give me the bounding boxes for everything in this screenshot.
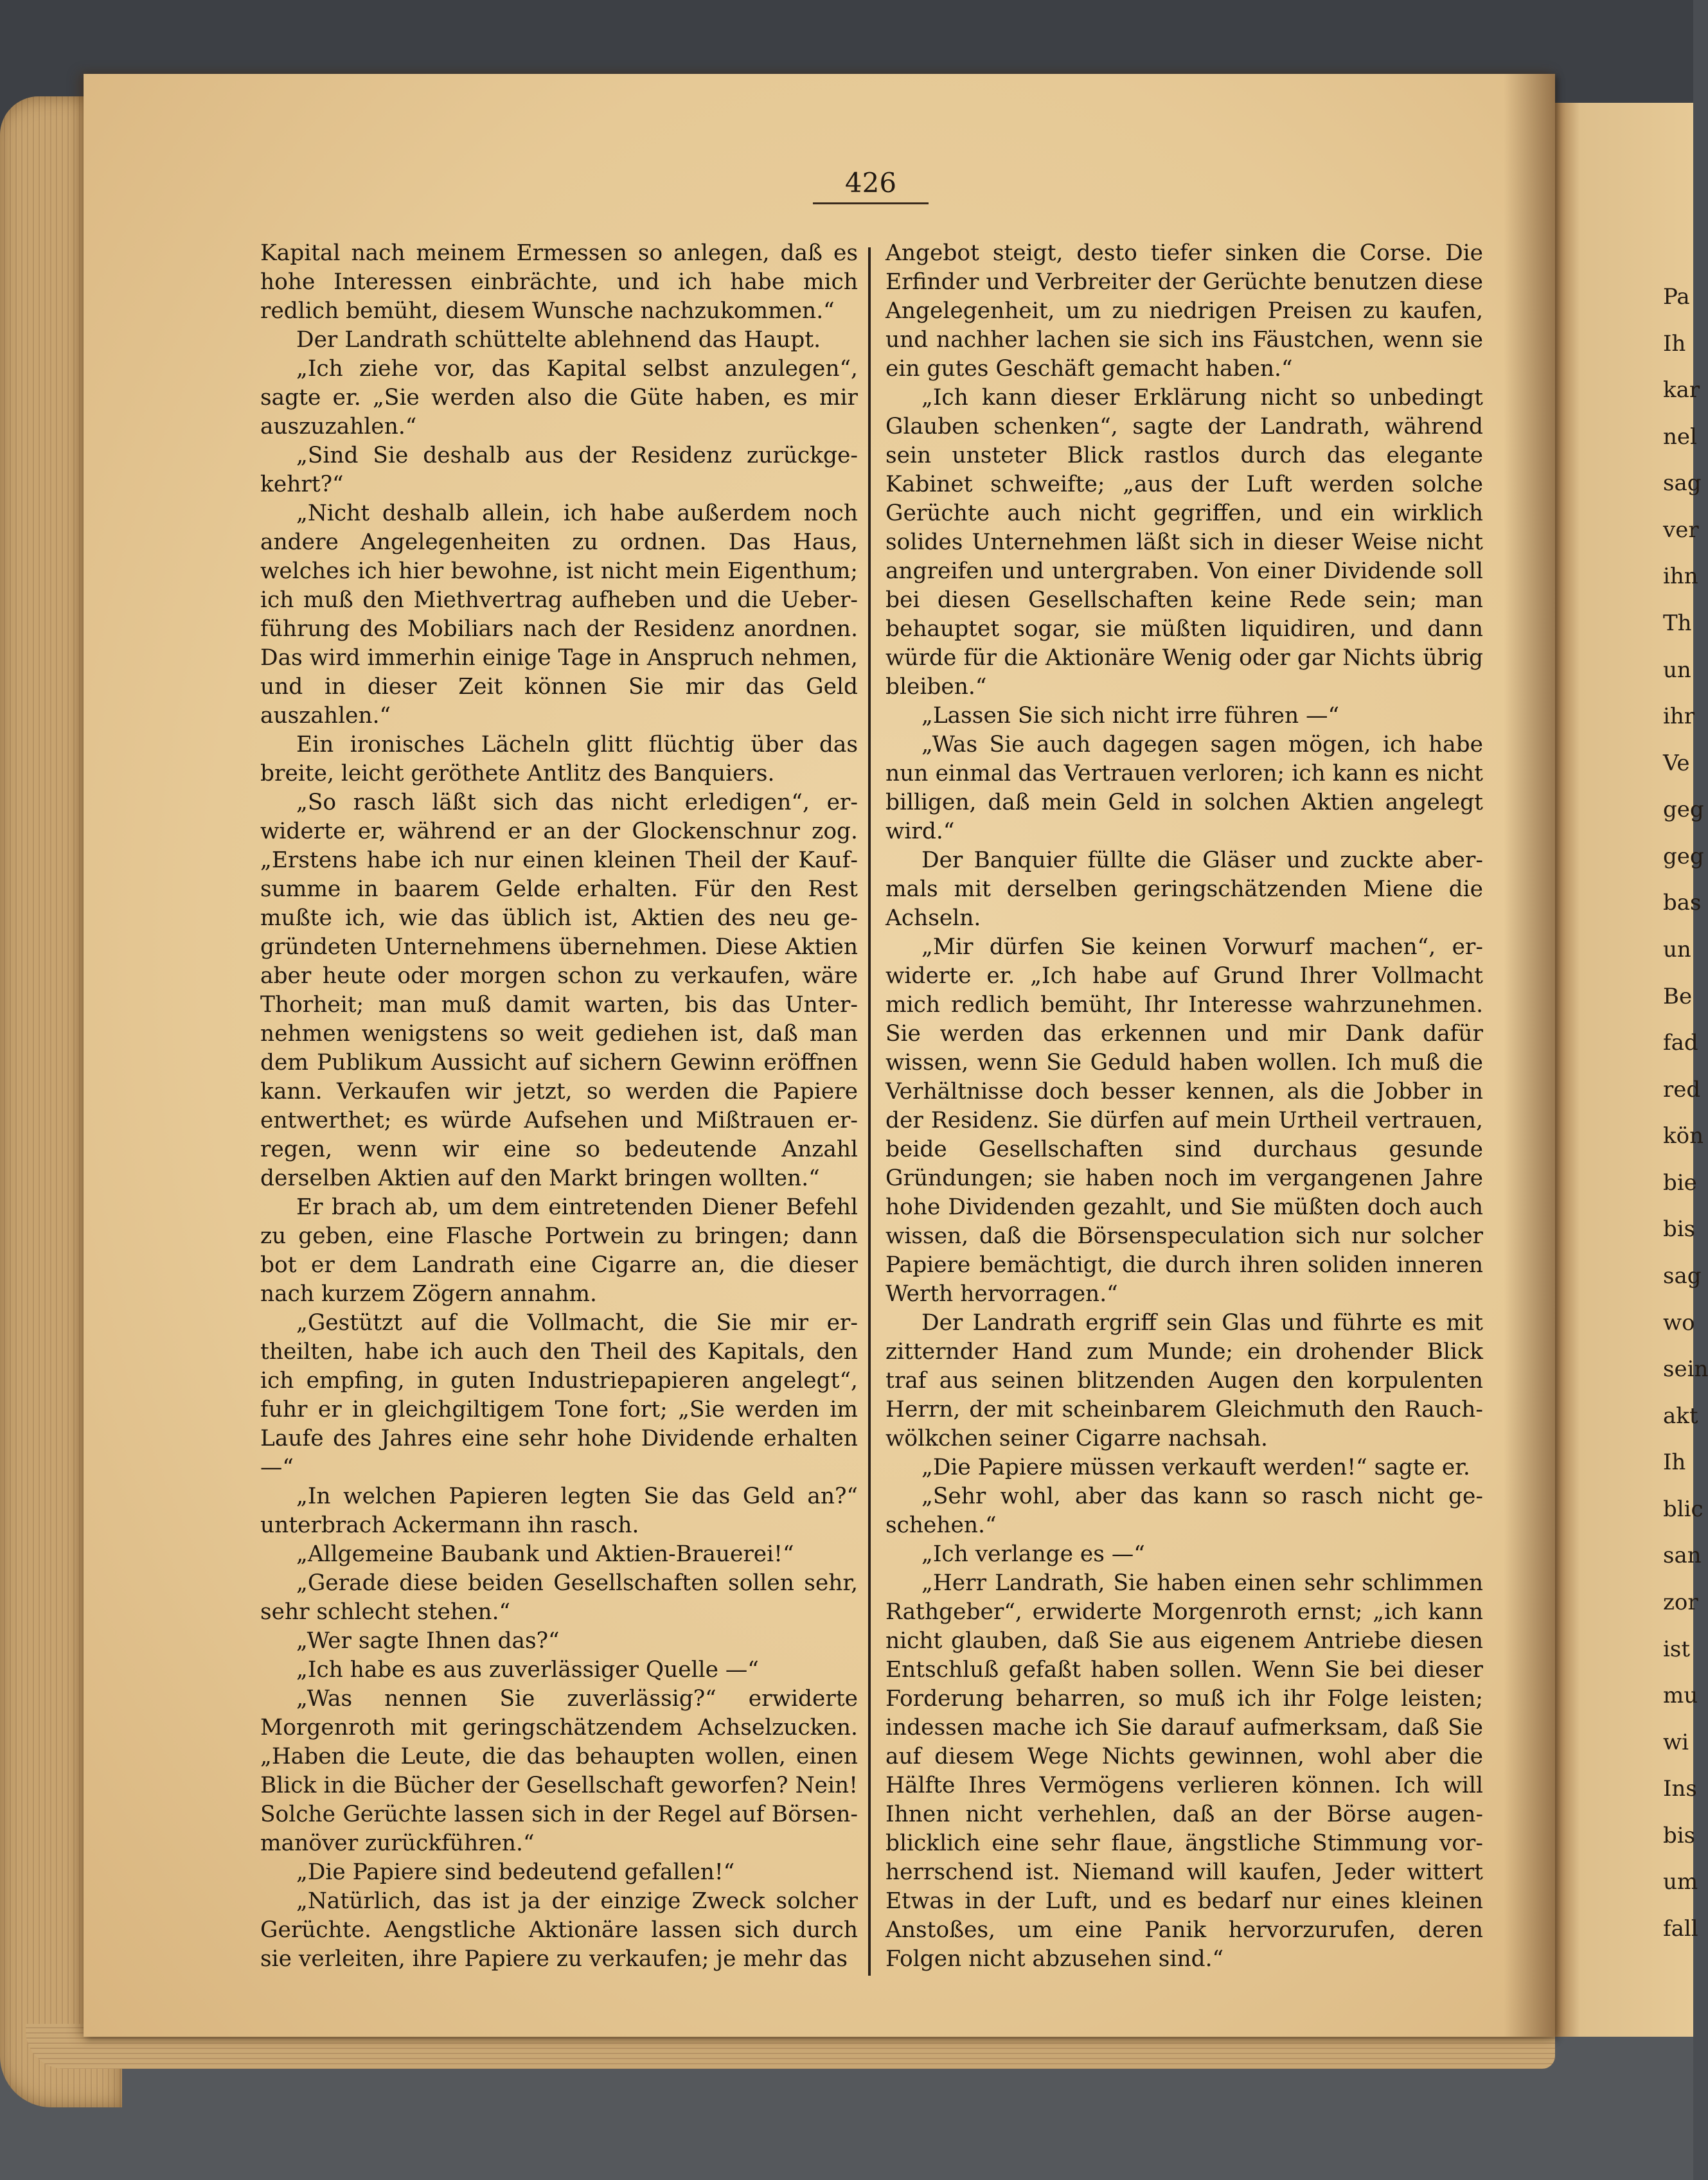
column-divider — [868, 247, 871, 1976]
facing-page-fragment: sag — [1663, 1263, 1702, 1289]
paragraph: „Die Papiere sind bedeutend gefallen!“ — [296, 1859, 735, 1885]
paragraph: „Sind Sie deshalb aus der Residenz zurückgekehrt?“ — [260, 443, 858, 497]
page-number: 426 — [844, 167, 897, 199]
paragraph: „Was nennen Sie zuverlässig?“ erwiderte Morgenroth mit geringschätzendem Achselzucken. „Haben die Leute, die das behaupten wollen, einen Blick in die Bücher der Gesellschaft geworfen? Nein! Solche Gerüchte lassen sich in der Regel auf Börsenmanöver zurückführen.“ — [260, 1686, 858, 1856]
paragraph: „Allgemeine Baubank und Aktien-Brauerei!“ — [296, 1541, 794, 1567]
facing-page-fragment: ihr — [1663, 704, 1695, 729]
paragraph: „Sehr wohl, aber das kann so rasch nicht geschehen.“ — [885, 1484, 1483, 1538]
paragraph: Der Landrath ergriff sein Glas und führte es mit zitternder Hand zum Munde; ein drohender Blick traf aus seinen blitzenden Augen den korpulenten Herrn, der mit scheinbarem Gleichmuth den Rauchwölkchen seiner Cigarre nachsah. — [885, 1310, 1483, 1451]
facing-page-fragment: bis — [1663, 1216, 1696, 1242]
paragraph: „Gerade diese beiden Gesellschaften sollen sehr, sehr schlecht stehen.“ — [260, 1570, 858, 1625]
text-column-left — [260, 239, 858, 1987]
facing-page-fragment: fad — [1663, 1030, 1698, 1056]
facing-page-fragment: san — [1663, 1543, 1702, 1568]
facing-page-fragment: fall — [1663, 1916, 1698, 1942]
paragraph: „Die Papiere müssen verkauft werden!“ sagte er. — [921, 1455, 1470, 1480]
paragraph: „So rasch läßt sich das nicht erledigen“, erwiderte er, während er an der Glockenschnur zog. „Erstens habe ich nur einen kleinen Theil der Kaufsumme in baarem Gelde erhalten. Für den Rest mußte ich, wie das üblich ist, Aktien des neu gegründeten Unternehmens übernehmen. Diese Aktien aber heute oder morgen schon zu verkaufen, wäre Thorheit; man muß damit warten, bis das Unternehmen wenigstens so weit gediehen ist, daß man dem Publikum Aussicht auf sichern Gewinn eröffnen kann. Verkaufen wir jetzt, so werden die Papiere entwerthet; es würde Aufsehen und Mißtrauen erregen, wenn wir eine so bedeutende Anzahl derselben Aktien auf den Markt bringen wollten.“ — [260, 790, 858, 1191]
facing-page-fragment: Ih — [1663, 1449, 1686, 1475]
facing-page-fragment: bas — [1663, 890, 1702, 916]
paragraph: Angebot steigt, desto tiefer sinken die Corse. Die Erfinder und Verbreiter der Gerüchte benutzen diese Angelegenheit, um zu niedrigen Preisen zu kaufen, und nachher lachen sie sich ins Fäustchen, wenn sie ein gutes Geschäft gemacht haben.“ — [885, 240, 1483, 382]
facing-page-fragment: un — [1663, 657, 1691, 683]
facing-page-fragment: bis — [1663, 1823, 1696, 1848]
paragraph: „Natürlich, das ist ja der einzige Zweck solcher Gerüchte. Aengstliche Aktionäre lassen sich durch sie verleiten, ihre Papiere zu verkaufen; je mehr das — [260, 1888, 858, 1972]
facing-page-fragment: geg — [1663, 844, 1704, 869]
paragraph: „Gestützt auf die Vollmacht, die Sie mir ertheilten, habe ich auch den Theil des Kapitals, den ich empfing, in guten Industriepapieren angelegt“, fuhr er in gleichgiltigem Tone fort; „Sie werden im Laufe des Jahres eine sehr hohe Dividende erhalten —“ — [260, 1310, 858, 1480]
paragraph: „Was Sie auch dagegen sagen mögen, ich habe nun einmal das Vertrauen verloren; ich kann es nicht billigen, daß mein Geld in solchen Aktien angelegt wird.“ — [885, 732, 1483, 844]
facing-page-fragment: ver — [1663, 517, 1699, 543]
paragraph: „Nicht deshalb allein, ich habe außerdem noch andere Angelegenheiten zu ordnen. Das Haus, welches ich hier bewohne, ist nicht mein Eigenthum; ich muß den Miethvertrag aufheben und die Ueberführung des Mobiliars nach der Residenz anordnen. Das wird immerhin einige Tage in Anspruch nehmen, und in dieser Zeit können Sie mir das Geld auszahlen.“ — [260, 501, 858, 729]
facing-page-fragment: ist — [1663, 1636, 1690, 1662]
facing-page-fragment: Pa — [1663, 284, 1690, 310]
paragraph: „Ich ziehe vor, das Kapital selbst anzulegen“, sagte er. „Sie werden also die Güte haben, es mir auszuzahlen.“ — [260, 356, 858, 439]
facing-page-fragment: wo — [1663, 1310, 1695, 1336]
facing-page-fragment: akt — [1663, 1403, 1698, 1429]
facing-page-fragment: ihn — [1663, 563, 1698, 589]
paragraph: „In welchen Papieren legten Sie das Geld an?“ unterbrach Ackermann ihn rasch. — [260, 1484, 858, 1538]
facing-page-fragment: blic — [1663, 1496, 1704, 1522]
facing-page-fragment: mu — [1663, 1683, 1698, 1708]
facing-page-fragment: sein — [1663, 1356, 1708, 1382]
facing-page-fragment: nel — [1663, 424, 1697, 450]
paragraph: „Herr Landrath, Sie haben einen sehr schlimmen Rathgeber“, erwiderte Morgenroth ernst; „ich kann nicht glauben, daß Sie aus eigenem Antriebe diesen Entschluß gefaßt haben sollen. Wenn Sie bei dieser Forderung beharren, so muß ich ihr Folge leisten; indessen mache ich Sie darauf aufmerksam, daß Sie auf diesem Wege Nichts gewinnen, wohl aber die Hälfte Ihres Vermögens verlieren können. Ich will Ihnen nicht verhehlen, daß an der Börse augenblicklich eine sehr flaue, ängstliche Stimmung vorherrschend ist. Niemand will kaufen, Jeder wittert Etwas in der Luft, und es bedarf nur eines kleinen Anstoßes, um eine Panik hervorzurufen, deren Folgen nicht abzusehen sind.“ — [885, 1570, 1483, 1972]
facing-page-fragment: red — [1663, 1077, 1701, 1103]
facing-page-fragment: geg — [1663, 797, 1704, 822]
paragraph: Kapital nach meinem Ermessen so anlegen, daß es hohe Interessen einbrächte, und ich habe mich redlich bemüht, diesem Wunsche nachzukommen.“ — [260, 240, 858, 324]
facing-page-fragment: Th — [1663, 610, 1692, 636]
paragraph: „Ich verlange es —“ — [921, 1541, 1145, 1567]
facing-page-fragment: kar — [1663, 377, 1700, 403]
gutter-shadow — [1504, 74, 1555, 2037]
facing-page-fragment: wi — [1663, 1730, 1689, 1755]
paragraph: „Wer sagte Ihnen das?“ — [296, 1628, 560, 1654]
facing-page-fragment: bie — [1663, 1170, 1697, 1196]
paragraph: „Ich kann dieser Erklärung nicht so unbedingt Glauben schenken“, sagte der Landrath, während sein unsteter Blick rastlos durch das elegante Kabinet schweifte; „aus der Luft werden solche Gerüchte auch nicht gegriffen, und ein wirklich solides Unternehmen läßt sich in dieser Weise nicht angreifen und untergraben. Von einer Dividende soll bei diesen Gesellschaften keine Rede sein; man behauptet sogar, sie müßten liquidiren, und dann würde für die Aktionäre Wenig oder gar Nichts übrig bleiben.“ — [885, 385, 1483, 700]
facing-page-fragment: Ih — [1663, 331, 1686, 357]
facing-page-fragment: zor — [1663, 1590, 1698, 1615]
facing-page-fragment: un — [1663, 937, 1691, 962]
facing-page-fragment: kön — [1663, 1123, 1704, 1149]
paragraph: „Ich habe es aus zuverlässiger Quelle —“ — [296, 1657, 759, 1683]
paragraph: „Lassen Sie sich nicht irre führen —“ — [921, 703, 1340, 729]
facing-page-fragment: Be — [1663, 984, 1693, 1009]
facing-page-fragment: Ve — [1663, 750, 1690, 776]
paragraph: Ein ironisches Lächeln glitt flüchtig über das breite, leicht geröthete Antlitz des Banquiers. — [260, 732, 858, 786]
facing-page-fragment: Ins — [1663, 1776, 1697, 1802]
facing-page-fragment: sag — [1663, 470, 1702, 496]
page-number-rule — [813, 202, 929, 204]
paragraph: „Mir dürfen Sie keinen Vorwurf machen“, erwiderte er. „Ich habe auf Grund Ihrer Vollmacht mich redlich bemüht, Ihr Interesse wahrzunehmen. Sie werden das erkennen und mir Dank dafür wissen, wenn Sie Geduld haben wollen. Ich muß die Verhältnisse doch besser kennen, als die Jobber in der Residenz. Sie dürfen auf mein Urtheil vertrauen, beide Gesellschaften sind durchaus gesunde Gründungen; sie haben noch im vergangenen Jahre hohe Dividenden gezahlt, und Sie müßten doch auch wissen, daß die Börsenspeculation sich nur solcher Papiere bemächtigt, die durch ihren soliden inneren Werth hervorragen.“ — [885, 934, 1483, 1307]
text-column-right — [885, 239, 1483, 1987]
paragraph: Der Banquier füllte die Gläser und zuckte abermals mit derselben geringschätzenden Miene die Achseln. — [885, 847, 1483, 931]
paragraph: Der Landrath schüttelte ablehnend das Haupt. — [296, 327, 821, 353]
facing-page-fragment: um — [1663, 1869, 1698, 1895]
paragraph: Er brach ab, um dem eintretenden Diener Befehl zu geben, eine Flasche Portwein zu bringen; dann bot er dem Landrath eine Cigarre an, die dieser nach kurzem Zögern annahm. — [260, 1194, 858, 1307]
